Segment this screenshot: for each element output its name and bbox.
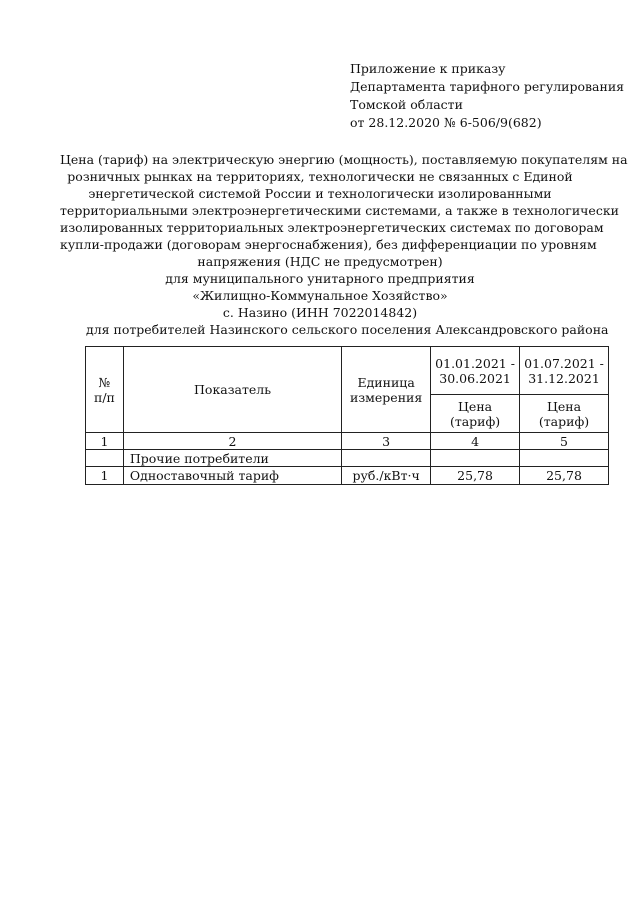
- appendix-line-3: Томской области: [350, 97, 463, 112]
- column-number-row: [86, 433, 609, 450]
- title-line-consumers: для потребителей Назинского сельского поселения Александровского района: [86, 322, 609, 337]
- title-line: для муниципального унитарного предприятия: [165, 271, 475, 286]
- appendix-line-1: Приложение к приказу: [350, 61, 506, 76]
- appendix-line-2: Департамента тарифного регулирования: [350, 79, 625, 94]
- row-value-period-1: 25,78: [431, 467, 520, 485]
- title-line: розничных рынках на территориях, технологически не связанных с Единой: [67, 169, 573, 184]
- appendix-block: [350, 60, 624, 132]
- title-line: напряжения (НДС не предусмотрен): [197, 254, 443, 269]
- row-value-period-2: 25,78: [520, 467, 609, 485]
- header-period-2: [520, 347, 609, 395]
- header-period-1-line-1: 01.01.2021 -: [435, 355, 515, 371]
- header-price-2-line-1: Цена: [546, 398, 582, 414]
- title-line: Цена (тариф) на электрическую энергию (мощность), поставляемую покупателям на: [60, 152, 628, 167]
- row-number: 1: [86, 467, 124, 485]
- header-number: [86, 347, 124, 433]
- group-empty-cell: [342, 450, 431, 467]
- header-price-2: [520, 395, 609, 433]
- group-empty-cell: [431, 450, 520, 467]
- header-price-2-line-2: (тариф): [538, 413, 590, 429]
- group-row: [86, 450, 609, 467]
- column-number: 2: [123, 433, 341, 450]
- header-period-2-line-2: 31.12.2021: [528, 370, 600, 386]
- column-number: 1: [86, 433, 124, 450]
- appendix-line-4: от 28.12.2020 № 6-506/9(682): [350, 115, 542, 130]
- group-label: Прочие потребители: [123, 450, 341, 467]
- header-unit-line-1: Единица: [357, 374, 415, 390]
- title-line: территориальными электроэнергетическими системами, а также в технологически: [60, 203, 619, 218]
- title-line: изолированных территориальных электроэнергетических системах по договорам: [60, 220, 604, 235]
- group-empty-cell: [86, 450, 124, 467]
- header-price-1-line-2: (тариф): [449, 413, 501, 429]
- group-empty-cell: [520, 450, 609, 467]
- row-unit: руб./кВт·ч: [342, 467, 431, 485]
- document-title: [60, 151, 628, 338]
- header-period-1-line-2: 30.06.2021: [439, 370, 511, 386]
- header-number-line-1: №: [98, 374, 111, 390]
- header-row: [86, 347, 609, 395]
- title-line: энергетической системой России и технологически изолированными: [88, 186, 552, 201]
- table-row: [86, 467, 609, 485]
- header-period-1: [431, 347, 520, 395]
- header-unit: [342, 347, 431, 433]
- header-indicator: Показатель: [123, 347, 341, 433]
- header-price-1: [431, 395, 520, 433]
- column-number: 5: [520, 433, 609, 450]
- title-line: с. Назино (ИНН 7022014842): [222, 305, 418, 320]
- header-number-line-2: п/п: [94, 389, 115, 405]
- row-indicator: Одноставочный тариф: [123, 467, 341, 485]
- title-line: купли-продажи (договорам энергоснабжения), без дифференциации по уровням: [60, 237, 597, 252]
- column-number: 3: [342, 433, 431, 450]
- title-line: «Жилищно-Коммунальное Хозяйство»: [192, 288, 448, 303]
- header-period-2-line-1: 01.07.2021 -: [524, 355, 604, 371]
- tariff-table: [85, 346, 609, 485]
- column-number: 4: [431, 433, 520, 450]
- header-unit-line-2: измерения: [350, 389, 423, 405]
- header-price-1-line-1: Цена: [458, 398, 493, 414]
